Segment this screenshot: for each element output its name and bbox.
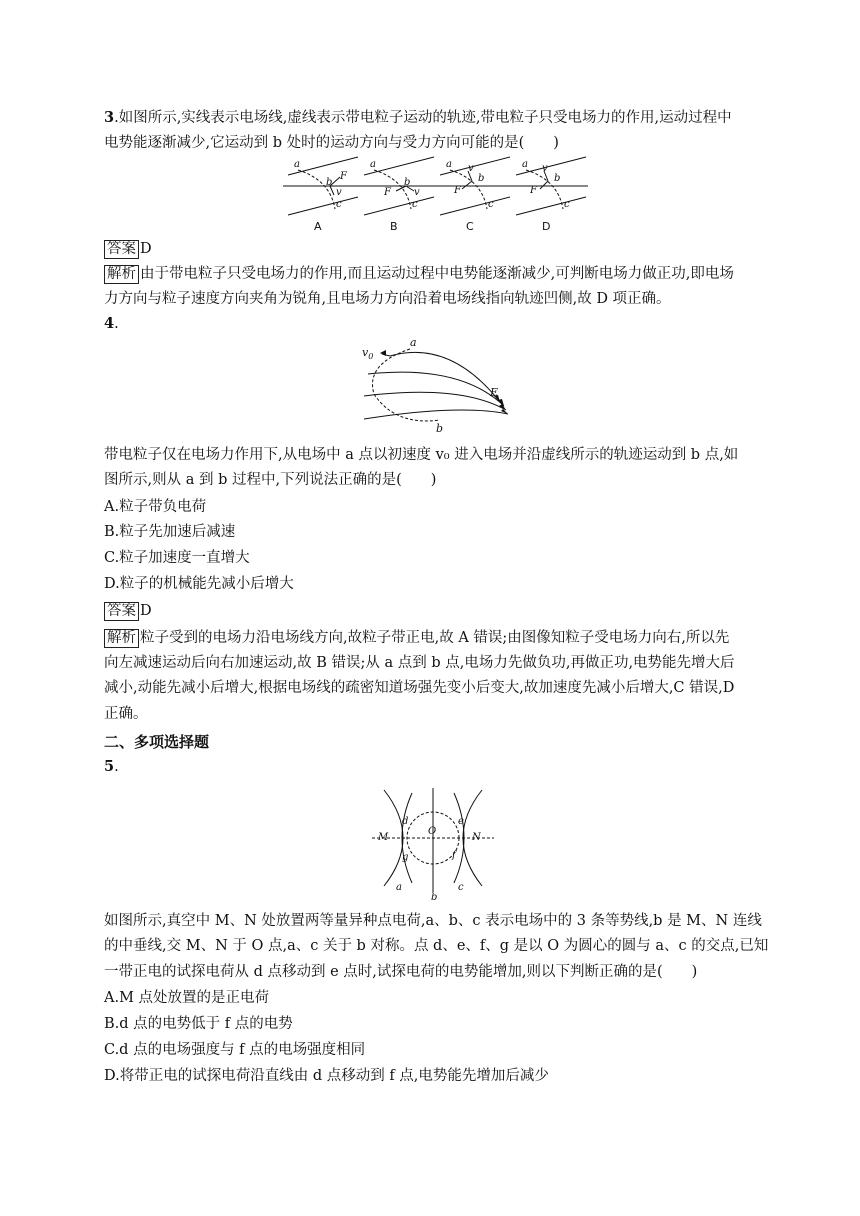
q5-option-b: B.d 点的电势低于 f 点的电势 xyxy=(104,1016,293,1032)
answer-tag: 答案 xyxy=(104,602,139,621)
q4-analysis-line2: 向左减速运动后向右加速运动,故 B 错误;从 a 点到 b 点,电场力先做负功,再做正功,电势能先增大后 xyxy=(104,655,735,671)
svg-text:E: E xyxy=(490,386,499,399)
q3-fig-label-c: C xyxy=(466,220,474,233)
svg-text:a: a xyxy=(410,336,417,349)
svg-text:O: O xyxy=(428,826,437,837)
svg-text:a: a xyxy=(522,159,528,170)
q4-option-b: B.粒子先加速后减速 xyxy=(104,524,236,540)
svg-text:g: g xyxy=(402,852,409,863)
svg-text:b: b xyxy=(436,422,444,435)
svg-text:a: a xyxy=(396,882,402,893)
svg-text:f: f xyxy=(452,850,456,861)
q4-analysis-line4: 正确。 xyxy=(104,706,148,722)
svg-text:b: b xyxy=(404,177,411,188)
answer-tag: 答案 xyxy=(104,240,139,259)
analysis-tag: 解析 xyxy=(104,265,139,284)
svg-text:N: N xyxy=(472,832,481,843)
svg-text:b: b xyxy=(326,177,333,188)
q5-option-a: A.M 点处放置的是正电荷 xyxy=(104,990,270,1006)
svg-text:c: c xyxy=(412,199,418,210)
q4-option-c: C.粒子加速度一直增大 xyxy=(104,550,250,566)
q5-stem-line2: 的中垂线,交 M、N 于 O 点,a、c 关于 b 对称。点 d、e、f、g 是以 O 为圆心的圆与 a、c 的交点,已知 xyxy=(104,938,769,954)
q5-number: 5. xyxy=(104,758,119,775)
svg-text:a: a xyxy=(446,159,452,170)
svg-text:b: b xyxy=(431,892,438,903)
q3-stem-line1: 3.如图所示,实线表示电场线,虚线表示带电粒子运动的轨迹,带电粒子只受电场力的作用,运动过程中 xyxy=(104,109,732,126)
q3-fig-label-b: B xyxy=(390,220,398,233)
q4-stem-line1: 带电粒子仅在电场力作用下,从电场中 a 点以初速度 v₀ 进入电场并沿虚线所示的轨迹运动到 b 点,如 xyxy=(104,447,739,463)
svg-text:v: v xyxy=(336,187,342,198)
svg-text:e: e xyxy=(458,816,464,827)
q4-analysis-line3: 减小,动能先减小后增大,根据电场线的疏密知道场强先变小后变大,故加速度先减小后增大,C 错误,D xyxy=(104,680,735,696)
q3-answer-value: D xyxy=(140,241,152,257)
svg-text:v0: $v_0$ xyxy=(362,346,374,361)
svg-text:v: v xyxy=(414,187,420,198)
q3-answer xyxy=(104,239,152,259)
svg-text:F: F xyxy=(454,185,461,196)
q3-stem-line2: 电势能逐渐减少,它运动到 b 处时的运动方向与受力方向可能的是( ) xyxy=(104,135,559,151)
section-title: 二、多项选择题 xyxy=(104,733,210,751)
q5-option-d: D.将带正电的试探电荷沿直线由 d 点移动到 f 点,电势能先增加后减少 xyxy=(104,1068,549,1084)
q3-figure xyxy=(280,155,580,235)
q3-fig-label-d: D xyxy=(542,220,551,233)
svg-text:b: b xyxy=(554,173,561,184)
svg-text:F: F xyxy=(384,187,391,198)
q5-option-c: C.d 点的电场强度与 f 点的电场强度相同 xyxy=(104,1042,366,1058)
svg-text:d: d xyxy=(402,816,409,827)
q5-stem-line1: 如图所示,真空中 M、N 处放置两等量异种点电荷,a、b、c 表示电场中的 3 条等势线,b 是 M、N 连线 xyxy=(104,913,762,929)
q3-number: 3 xyxy=(104,109,115,126)
q3-analysis-line1: 解析 由于带电粒子只受电场力的作用,而且运动过程中电势能逐渐减少,可判断电场力做正功,即电场 xyxy=(104,264,734,284)
svg-text:v: v xyxy=(542,163,548,174)
q5-figure xyxy=(372,788,497,903)
q4-stem-line2: 图所示,则从 a 到 b 过程中,下列说法正确的是( ) xyxy=(104,472,437,488)
analysis-tag: 解析 xyxy=(104,629,139,648)
svg-text:F: F xyxy=(340,171,347,182)
svg-text:c: c xyxy=(564,199,570,210)
q4-answer-value: D xyxy=(140,603,152,619)
svg-text:a: a xyxy=(370,159,376,170)
q4-answer xyxy=(104,601,152,621)
svg-text:v: v xyxy=(468,163,474,174)
q4-figure xyxy=(360,334,520,434)
svg-text:c: c xyxy=(336,199,342,210)
q4-option-d: D.粒子的机械能先减小后增大 xyxy=(104,576,294,592)
q3-analysis-line2: 力方向与粒子速度方向夹角为锐角,且电场力方向沿着电场线指向轨迹凹侧,故 D 项正确。 xyxy=(104,291,671,307)
svg-text:c: c xyxy=(488,199,494,210)
q5-stem-line3: 一带正电的试探电荷从 d 点移动到 e 点时,试探电荷的电势能增加,则以下判断正确的是( ) xyxy=(104,964,698,980)
svg-text:b: b xyxy=(478,173,485,184)
q4-number: 4. xyxy=(104,315,119,332)
svg-text:M: M xyxy=(378,832,389,843)
q4-analysis-line1: 解析 粒子受到的电场力沿电场线方向,故粒子带正电,故 A 错误;由图像知粒子受电场力向右,所以先 xyxy=(104,628,729,648)
svg-text:F: F xyxy=(530,185,537,196)
svg-text:c: c xyxy=(458,882,464,893)
svg-text:a: a xyxy=(294,159,300,170)
q3-fig-label-a: A xyxy=(314,220,322,233)
q4-option-a: A.粒子带负电荷 xyxy=(104,499,207,515)
